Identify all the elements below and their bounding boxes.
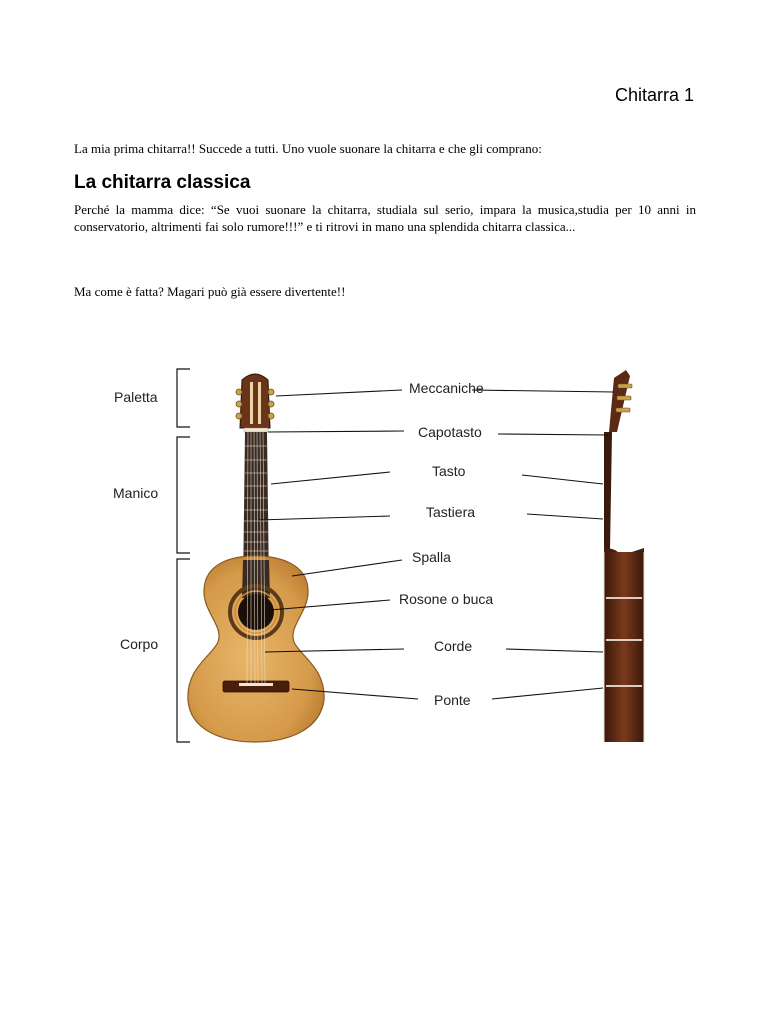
guitar-front (188, 374, 324, 742)
guitar-front-soundhole (238, 594, 274, 630)
label-tastiera: Tastiera (426, 504, 476, 520)
label-capotasto: Capotasto (418, 424, 482, 440)
label-meccaniche: Meccaniche (409, 380, 484, 396)
page-header-title: Chitarra 1 (614, 85, 694, 105)
bracket-neck (177, 437, 190, 553)
label-corde: Corde (434, 638, 473, 654)
section-title: La chitarra classica (74, 172, 251, 193)
label-spalla: Spalla (412, 549, 451, 565)
label-rosone-o-buca: Rosone o buca (399, 591, 494, 607)
bracket-head (177, 369, 190, 427)
guitar-side-ribs (604, 552, 644, 742)
bracket-body (177, 559, 190, 742)
label-ponte: Ponte (434, 692, 471, 708)
label-paletta: Paletta (114, 389, 158, 405)
guitar-front-headstock (240, 374, 270, 428)
intro-text: La mia prima chitarra!! Succede a tutti. Uno vuole suonare la chitarra e che gli comprano: (74, 141, 542, 156)
guitar-front-bridge (223, 681, 289, 692)
body-paragraph: Perché la mamma dice: “Se vuoi suonare la chitarra, studiala sul serio, impara la musica,studia per 10 anni in conservatorio, altrimenti fai solo rumore!!!” e ti ritrovi in mano una splendida chitarra classica... (74, 202, 696, 234)
label-tasto: Tasto (432, 463, 466, 479)
label-manico: Manico (113, 485, 159, 501)
guitar-side (604, 370, 644, 742)
label-corpo: Corpo (120, 636, 159, 652)
question-text: Ma come è fatta? Magari può già essere divertente!! (74, 284, 346, 299)
